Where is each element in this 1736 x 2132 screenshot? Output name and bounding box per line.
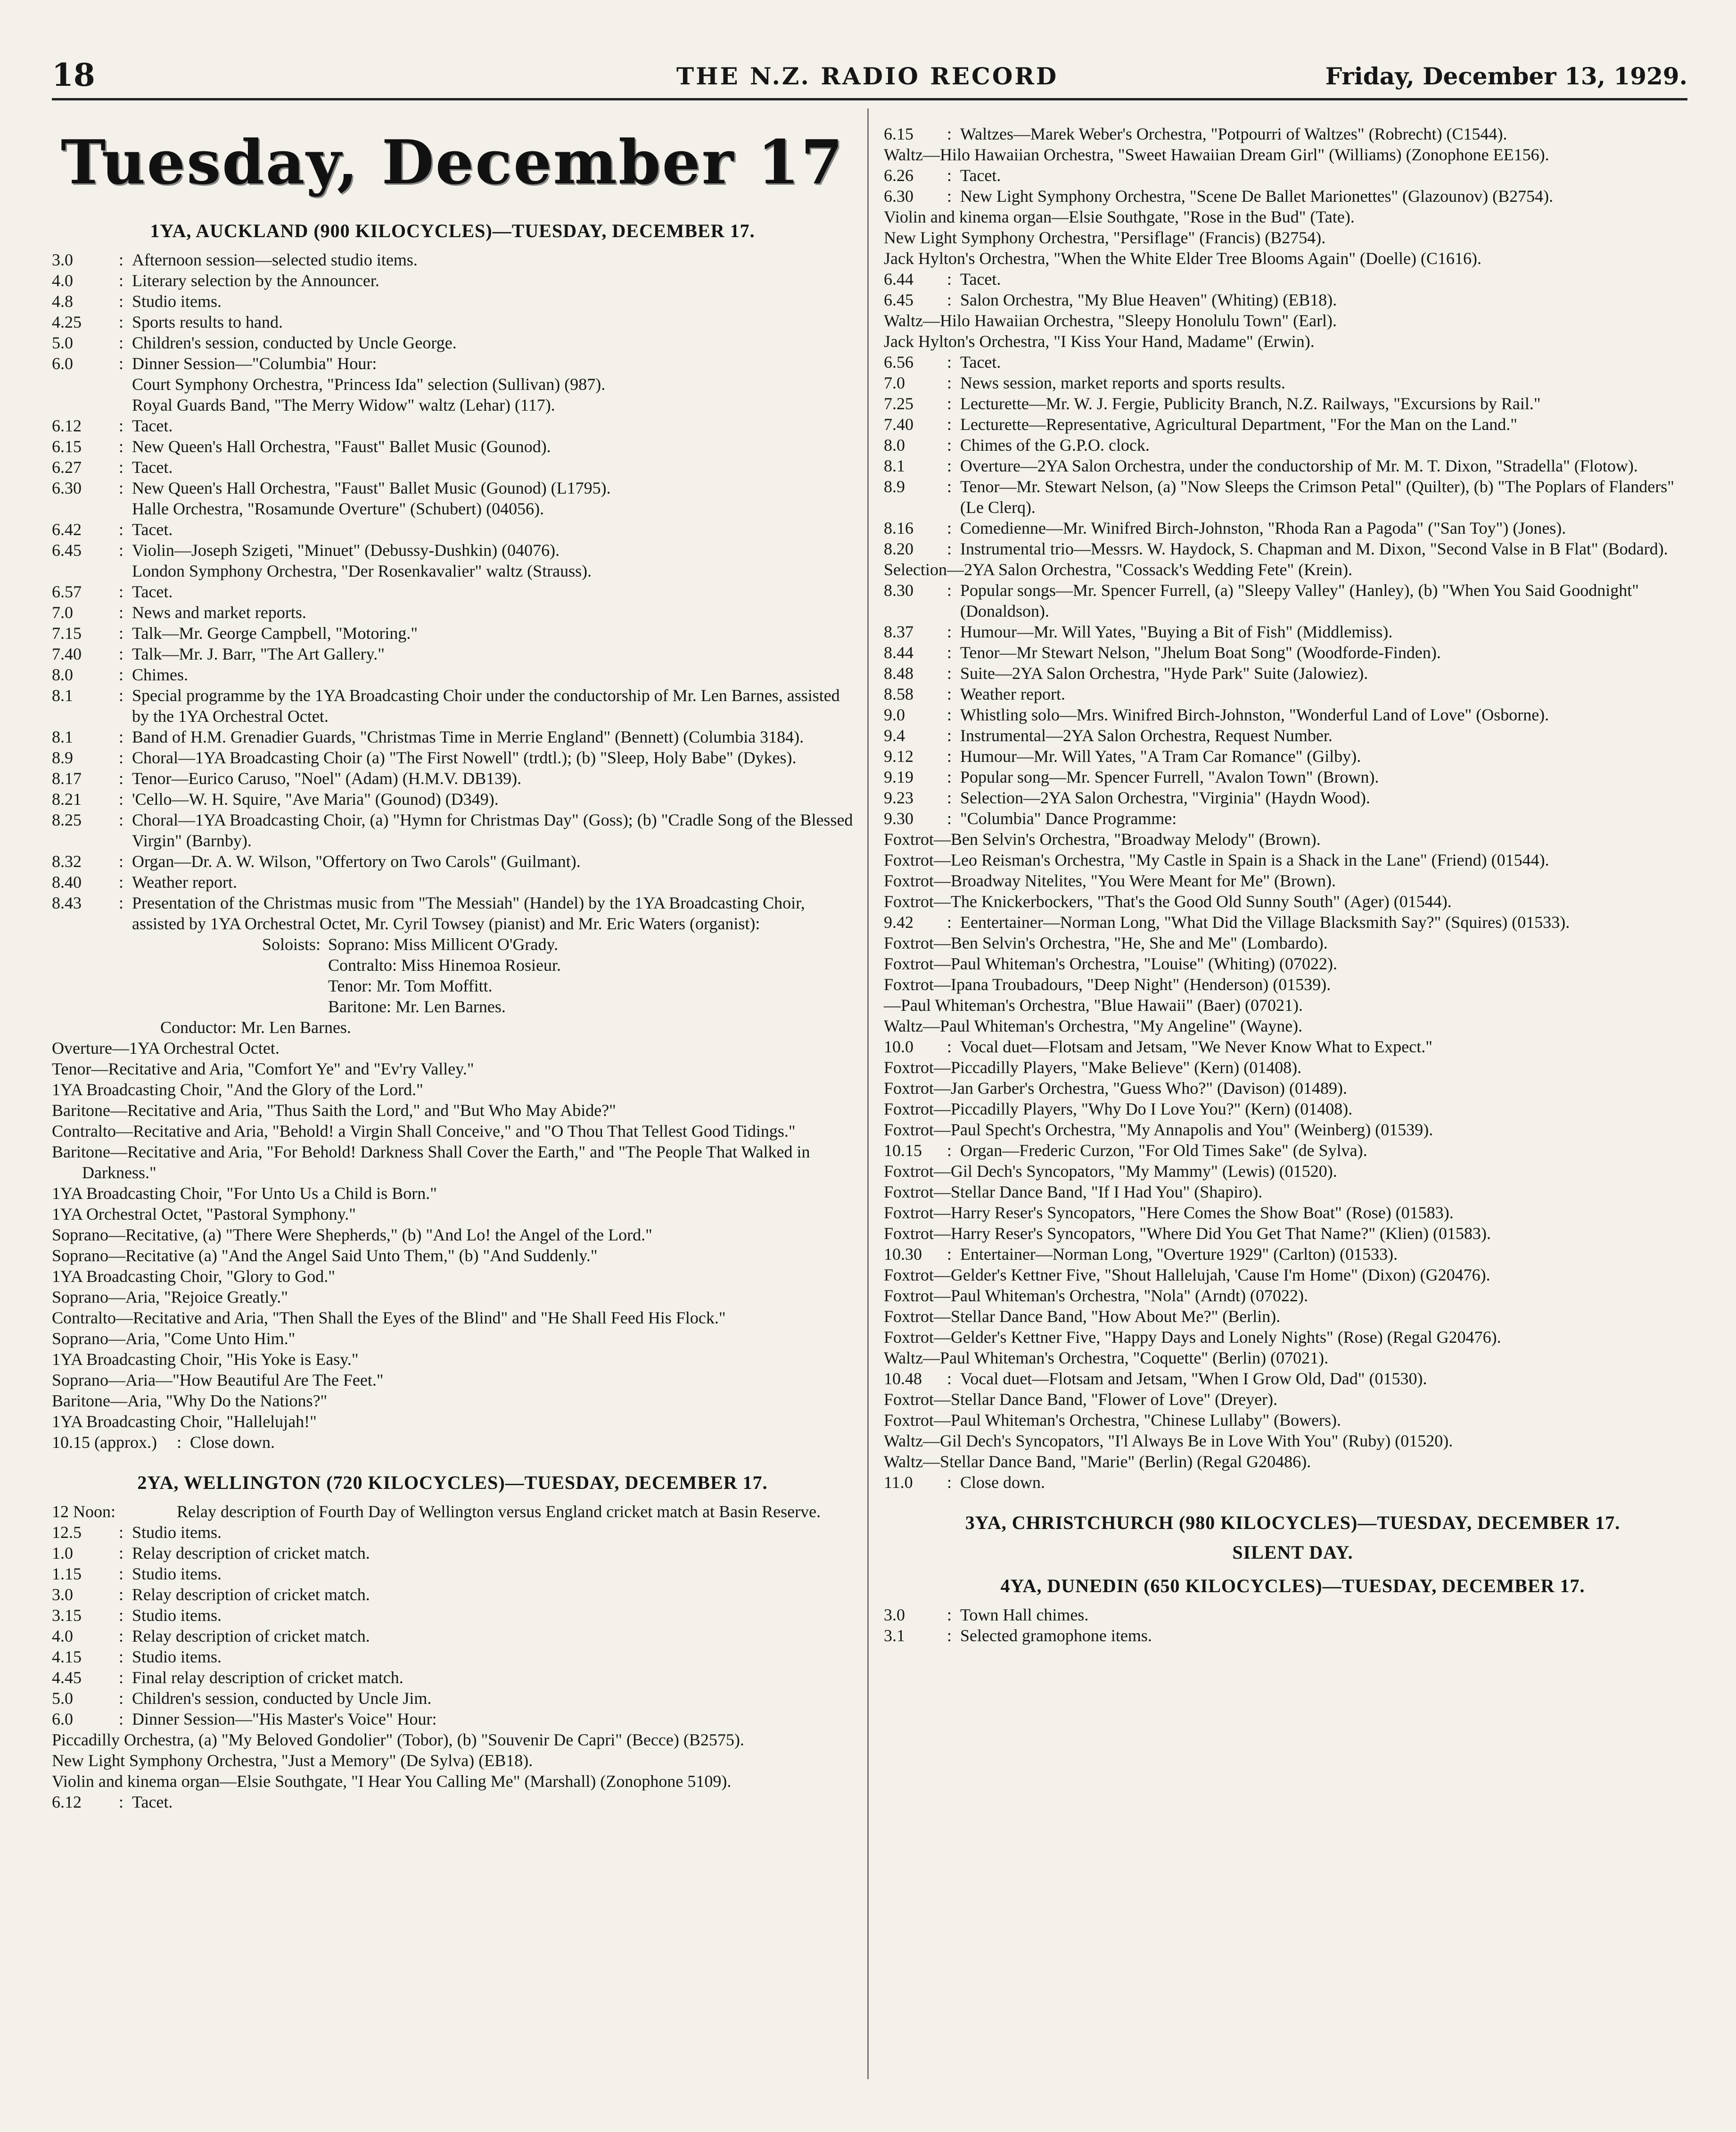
program-entry: 7.0 : News and market reports. xyxy=(52,602,853,623)
program-entry: 9.12 : Humour—Mr. Will Yates, "A Tram Car Romance" (Gilby). xyxy=(884,746,1702,767)
program-entry: 6.30 : New Queen's Hall Orchestra, "Faust" Ballet Music (Gounod) (L1795). xyxy=(52,478,853,498)
entry-text: Dinner Session—"Columbia" Hour: xyxy=(132,354,377,373)
entry-time: 3.0 xyxy=(52,250,73,269)
program-entry: 3.15 : Studio items. xyxy=(52,1605,853,1626)
journal-title: THE N.Z. RADIO RECORD xyxy=(676,62,1059,90)
entry-time: 8.30 xyxy=(884,581,913,600)
soloist-row xyxy=(52,975,853,996)
entry-text: Comedienne—Mr. Winifred Birch-Johnston, "Rhoda Ran a Pagoda" ("San Toy") (Jones). xyxy=(960,519,1566,537)
program-entry: 6.42 : Tacet. xyxy=(52,519,853,540)
entry-continuation: Foxtrot—Leo Reisman's Orchestra, "My Castle in Spain is a Shack in the Lane" (Friend) (01544). xyxy=(884,851,1549,869)
program-entry: 8.44 : Tenor—Mr Stewart Nelson, "Jhelum Boat Song" (Woodforde-Finden). xyxy=(884,642,1702,663)
program-entry: 6.56 : Tacet. xyxy=(884,352,1702,372)
program-entry: 8.30 : Popular songs—Mr. Spencer Furrell, (a) "Sleepy Valley" (Hanley), (b) "When You Said Goodnight" (Donaldson). xyxy=(884,580,1702,621)
entry-time: 8.21 xyxy=(52,790,82,809)
program-entry: 10.30 : Entertainer—Norman Long, "Overture 1929" (Carlton) (01533). xyxy=(884,1244,1702,1264)
entry-time: 10.15 xyxy=(884,1141,922,1160)
entry-text: "Columbia" Dance Programme: xyxy=(960,809,1177,828)
program-entry: 7.25 : Lecturette—Mr. W. J. Fergie, Publicity Branch, N.Z. Railways, "Excursions by Rail." xyxy=(884,393,1702,414)
entry-continuation: Foxtrot—Harry Reser's Syncopators, "Here Comes the Show Boat" (Rose) (01583). xyxy=(884,1203,1454,1222)
program-entry: 4.25 : Sports results to hand. xyxy=(52,312,853,332)
entry-time: 6.45 xyxy=(884,290,913,309)
silent-day-note: SILENT DAY. xyxy=(1232,1542,1353,1563)
messiah-item: Tenor—Recitative and Aria, "Comfort Ye" and "Ev'ry Valley." xyxy=(52,1059,474,1078)
entry-time: 6.0 xyxy=(52,1710,73,1728)
entry-text: Selection—2YA Salon Orchestra, "Virginia" (Haydn Wood). xyxy=(960,788,1370,807)
program-entry: 6.45 : Salon Orchestra, "My Blue Heaven" (Whiting) (EB18). xyxy=(884,289,1702,310)
entry-text: Choral—1YA Broadcasting Choir, (a) "Hymn for Christmas Day" (Goss); (b) "Cradle Song of the Blessed Virgin" (Barnby). xyxy=(132,810,853,850)
entry-text: Close down. xyxy=(190,1433,275,1452)
entry-time: 7.40 xyxy=(52,645,82,663)
entry-continuation: Waltz—Paul Whiteman's Orchestra, "My Angeline" (Wayne). xyxy=(884,1016,1303,1035)
entry-text: Suite—2YA Salon Orchestra, "Hyde Park" Suite (Jalowiez). xyxy=(960,664,1368,683)
entry-time: 8.9 xyxy=(884,477,905,496)
entry-continuation: Foxtrot—Paul Whiteman's Orchestra, "Louise" (Whiting) (07022). xyxy=(884,954,1338,973)
messiah-item: Contralto—Recitative and Aria, "Then Shall the Eyes of the Blind" and "He Shall Feed His Flock." xyxy=(52,1308,726,1327)
program-entry: 8.0 : Chimes of the G.P.O. clock. xyxy=(884,435,1702,455)
entry-text: Overture—2YA Salon Orchestra, under the conductorship of Mr. M. T. Dixon, "Stradella" (Flotow). xyxy=(960,456,1638,475)
program-entry: 8.0 : Chimes. xyxy=(52,664,853,685)
soloist-row xyxy=(52,955,853,975)
entry-continuation: Foxtrot—Harry Reser's Syncopators, "Where Did You Get That Name?" (Klien) (01583). xyxy=(884,1224,1491,1243)
entry-time: 6.12 xyxy=(52,1793,82,1811)
entry-time: 6.27 xyxy=(52,458,82,477)
entry-time: 9.19 xyxy=(884,768,913,786)
page-title: Tuesday, December 17 xyxy=(60,127,845,198)
entry-time: 8.1 xyxy=(884,456,905,475)
program-entry: 6.15 : New Queen's Hall Orchestra, "Faust" Ballet Music (Gounod). xyxy=(52,436,853,457)
entry-text: Literary selection by the Announcer. xyxy=(132,271,379,290)
program-entry: 6.30 : New Light Symphony Orchestra, "Scene De Ballet Marionettes" (Glazounov) (B2754). xyxy=(884,186,1702,207)
program-entry: 3.0 : Town Hall chimes. xyxy=(884,1604,1702,1625)
entry-continuation: Foxtrot—Paul Whiteman's Orchestra, "Nola" (Arndt) (07022). xyxy=(884,1286,1308,1305)
entry-text: Choral—1YA Broadcasting Choir (a) "The First Nowell" (trdtl.); (b) "Sleep, Holy Babe" (Dykes). xyxy=(132,748,797,767)
entry-time: 8.48 xyxy=(884,664,913,683)
program-entry: 8.21 : 'Cello—W. H. Squire, "Ave Maria" (Gounod) (D349). xyxy=(52,789,853,810)
entry-text: New Light Symphony Orchestra, "Scene De Ballet Marionettes" (Glazounov) (B2754). xyxy=(960,187,1554,206)
entry-text: Chimes. xyxy=(132,665,189,684)
entry-time: 4.0 xyxy=(52,1627,73,1645)
program-entry: 6.57 : Tacet. xyxy=(52,581,853,602)
entry-time: 8.20 xyxy=(884,539,913,558)
entry-time: 6.12 xyxy=(52,416,82,435)
entry-text: News session, market reports and sports results. xyxy=(960,373,1285,392)
entry-text: Special programme by the 1YA Broadcasting Choir under the conductorship of Mr. Len Barnes, assisted by the 1YA Orchestral Octet. xyxy=(132,686,840,726)
entry-text: Talk—Mr. George Campbell, "Motoring." xyxy=(132,624,418,643)
entry-continuation: Waltz—Gil Dech's Syncopators, "I'l Always Be in Love With You" (Ruby) (01520). xyxy=(884,1431,1453,1450)
entry-text: Tacet. xyxy=(960,166,1001,185)
entry-text: Dinner Session—"His Master's Voice" Hour: xyxy=(132,1710,437,1728)
messiah-item: Baritone—Recitative and Aria, "Thus Saith the Lord," and "But Who May Abide?" xyxy=(52,1101,616,1120)
entry-time: 8.43 xyxy=(52,893,82,912)
entry-text: Talk—Mr. J. Barr, "The Art Gallery." xyxy=(132,645,385,663)
entry-continuation: Foxtrot—The Knickerbockers, "That's the Good Old Sunny South" (Ager) (01544). xyxy=(884,892,1452,911)
entry-text: Relay description of cricket match. xyxy=(132,1544,370,1562)
entry-time: 7.40 xyxy=(884,415,913,434)
program-entry: 7.40 : Lecturette—Representative, Agricultural Department, "For the Man on the Land." xyxy=(884,414,1702,435)
soloist-tenor: Tenor: Mr. Tom Moffitt. xyxy=(328,976,493,995)
messiah-item: Soprano—Recitative, (a) "There Were Shepherds," (b) "And Lo! the Angel of the Lord." xyxy=(52,1225,652,1244)
entry-time: 10.48 xyxy=(884,1369,922,1388)
entry-time: 12.5 xyxy=(52,1523,82,1542)
entry-time: 1.15 xyxy=(52,1564,82,1583)
entry-text: Tacet. xyxy=(132,1793,173,1811)
entry-text: Salon Orchestra, "My Blue Heaven" (Whiting) (EB18). xyxy=(960,290,1337,309)
entry-time: 8.37 xyxy=(884,622,913,641)
program-entry: 6.0 : Dinner Session—"His Master's Voice" Hour: xyxy=(52,1709,853,1729)
program-entry: 8.9 : Tenor—Mr. Stewart Nelson, (a) "Now Sleeps the Crimson Petal" (Quilter), (b) "The Poplars of Flanders" (Le Clerq). xyxy=(884,476,1702,518)
program-entry: 8.32 : Organ—Dr. A. W. Wilson, "Offertory on Two Carols" (Guilmant). xyxy=(52,851,853,872)
entry-text: Humour—Mr. Will Yates, "A Tram Car Romance" (Gilby). xyxy=(960,747,1361,766)
entry-time: 7.15 xyxy=(52,624,82,643)
messiah-item: 1YA Broadcasting Choir, "His Yoke is Easy." xyxy=(52,1350,359,1369)
entry-time: 6.0 xyxy=(52,354,73,373)
entry-continuation: Piccadilly Orchestra, (a) "My Beloved Gondolier" (Tobor), (b) "Souvenir De Capri" (Becce) (B2575). xyxy=(52,1730,744,1749)
entry-text: Tacet. xyxy=(132,416,173,435)
entry-time: 3.15 xyxy=(52,1606,82,1625)
messiah-item: Soprano—Recitative (a) "And the Angel Said Unto Them," (b) "And Suddenly." xyxy=(52,1246,598,1265)
entry-text: Whistling solo—Mrs. Winifred Birch-Johnston, "Wonderful Land of Love" (Osborne). xyxy=(960,705,1549,724)
entry-text: Tacet. xyxy=(960,270,1001,289)
conductor-line: Conductor: Mr. Len Barnes. xyxy=(160,1018,351,1037)
entry-continuation: Foxtrot—Ipana Troubadours, "Deep Night" (Henderson) (01539). xyxy=(884,975,1331,994)
entry-time: 6.45 xyxy=(52,541,82,560)
station-heading-1ya: 1YA, AUCKLAND (900 KILOCYCLES)—TUESDAY, DECEMBER 17. xyxy=(150,220,755,241)
entry-text: News and market reports. xyxy=(132,603,306,622)
entry-time: 9.12 xyxy=(884,747,913,766)
entry-continuation: Foxtrot—Stellar Dance Band, "Flower of Love" (Dreyer). xyxy=(884,1390,1278,1409)
entry-time: 8.58 xyxy=(884,685,913,703)
messiah-item: Baritone—Recitative and Aria, "For Behold! Darkness Shall Cover the Earth," and "The People That Walked in Darkness." xyxy=(52,1142,810,1182)
messiah-item: Contralto—Recitative and Aria, "Behold! a Virgin Shall Conceive," and "O Thou That Tellest Good Tidings." xyxy=(52,1122,796,1140)
entry-continuation: Foxtrot—Stellar Dance Band, "How About Me?" (Berlin). xyxy=(884,1307,1281,1326)
entry-continuation: Royal Guards Band, "The Merry Widow" waltz (Lehar) (117). xyxy=(132,396,555,414)
entry-time: 9.42 xyxy=(884,913,913,932)
entry-text: Studio items. xyxy=(132,1606,222,1625)
program-entry: 6.44 : Tacet. xyxy=(884,269,1702,289)
entry-text: Weather report. xyxy=(132,873,237,892)
entry-text: Town Hall chimes. xyxy=(960,1605,1089,1624)
program-entry: 3.0 : Afternoon session—selected studio items. xyxy=(52,249,853,270)
program-entry: 6.45 : Violin—Joseph Szigeti, "Minuet" (Debussy-Dushkin) (04076). xyxy=(52,540,853,561)
entry-time: 4.25 xyxy=(52,313,82,331)
program-entry: 3.0 : Relay description of cricket match. xyxy=(52,1584,853,1605)
entry-text: Tenor—Eurico Caruso, "Noel" (Adam) (H.M.V. DB139). xyxy=(132,769,522,788)
entry-text: Lecturette—Representative, Agricultural Department, "For the Man on the Land." xyxy=(960,415,1518,434)
entry-time: 6.26 xyxy=(884,166,913,185)
entry-text: Instrumental trio—Messrs. W. Haydock, S. Chapman and M. Dixon, "Second Valse in B Flat" (Bodard). xyxy=(960,539,1668,558)
entry-time: 8.25 xyxy=(52,810,82,829)
entry-time: 5.0 xyxy=(52,333,73,352)
entry-continuation: Foxtrot—Gil Dech's Syncopators, "My Mammy" (Lewis) (01520). xyxy=(884,1162,1337,1181)
program-entry: 8.43 : Presentation of the Christmas music from "The Messiah" (Handel) by the 1YA Broadcasting Choir, assisted by 1YA Orchestral Octet, Mr. Cyril Towsey (pianist) and Mr. Eric Waters (organist): xyxy=(52,892,853,934)
entry-time: 6.30 xyxy=(52,479,82,497)
messiah-item: Overture—1YA Orchestral Octet. xyxy=(52,1039,280,1058)
entry-continuation: Jack Hylton's Orchestra, "I Kiss Your Hand, Madame" (Erwin). xyxy=(884,332,1315,351)
entry-continuation: Foxtrot—Piccadilly Players, "Why Do I Love You?" (Kern) (01408). xyxy=(884,1099,1353,1118)
entry-time: 10.30 xyxy=(884,1245,922,1264)
entry-time: 1.0 xyxy=(52,1544,73,1562)
entry-time: 6.30 xyxy=(884,187,913,206)
messiah-item: 1YA Broadcasting Choir, "For Unto Us a Child is Born." xyxy=(52,1184,437,1203)
entry-time: 8.1 xyxy=(52,686,73,705)
entry-text: Tacet. xyxy=(132,520,173,539)
entry-time: 12 Noon: xyxy=(52,1502,115,1521)
program-entry: 10.48 : Vocal duet—Flotsam and Jetsam, "When I Grow Old, Dad" (01530). xyxy=(884,1368,1702,1389)
entry-text: Waltzes—Marek Weber's Orchestra, "Potpourri of Waltzes" (Robrecht) (C1544). xyxy=(960,124,1507,143)
soloist-baritone: Baritone: Mr. Len Barnes. xyxy=(328,997,506,1016)
entry-continuation: Foxtrot—Piccadilly Players, "Make Believe" (Kern) (01408). xyxy=(884,1058,1302,1077)
entry-time: 11.0 xyxy=(884,1473,913,1492)
entry-text: Children's session, conducted by Uncle Jim. xyxy=(132,1689,432,1708)
entry-time: 8.44 xyxy=(884,643,913,662)
soloist-row xyxy=(52,996,853,1017)
page-number: 18 xyxy=(52,57,95,93)
program-entry: 10.0 : Vocal duet—Flotsam and Jetsam, "We Never Know What to Expect." xyxy=(884,1036,1702,1057)
entry-continuation: —Paul Whiteman's Orchestra, "Blue Hawaii" (Baer) (07021). xyxy=(884,996,1303,1015)
program-entry xyxy=(52,1501,853,1522)
entry-continuation: Foxtrot—Gelder's Kettner Five, "Shout Hallelujah, 'Cause I'm Home" (Dixon) (G20476). xyxy=(884,1265,1490,1284)
entry-time: 5.0 xyxy=(52,1689,73,1708)
program-entry: 8.9 : Choral—1YA Broadcasting Choir (a) "The First Nowell" (trdtl.); (b) "Sleep, Holy Babe" (Dykes). xyxy=(52,747,853,768)
program-entry: 11.0 : Close down. xyxy=(884,1472,1702,1493)
program-entry: 7.40 : Talk—Mr. J. Barr, "The Art Gallery." xyxy=(52,644,853,664)
entry-time: 6.42 xyxy=(52,520,82,539)
entry-time: 6.44 xyxy=(884,270,913,289)
entry-text: Vocal duet—Flotsam and Jetsam, "We Never Know What to Expect." xyxy=(960,1037,1432,1056)
entry-continuation: Foxtrot—Gelder's Kettner Five, "Happy Days and Lonely Nights" (Rose) (Regal G20476). xyxy=(884,1328,1501,1347)
program-entry: 1.0 : Relay description of cricket match. xyxy=(52,1543,853,1563)
program-entry: 6.15 : Waltzes—Marek Weber's Orchestra, "Potpourri of Waltzes" (Robrecht) (C1544). xyxy=(884,124,1702,144)
entry-continuation: Waltz—Hilo Hawaiian Orchestra, "Sleepy Honolulu Town" (Earl). xyxy=(884,311,1337,330)
entry-time: 9.4 xyxy=(884,726,905,745)
program-entry: 9.19 : Popular song—Mr. Spencer Furrell, "Avalon Town" (Brown). xyxy=(884,767,1702,787)
program-entry: 5.0 : Children's session, conducted by Uncle Jim. xyxy=(52,1688,853,1709)
entry-text: Relay description of Fourth Day of Wellington versus England cricket match at Basin Reserve. xyxy=(177,1502,821,1521)
entry-text: Studio items. xyxy=(132,292,222,311)
entry-continuation: Foxtrot—Jan Garber's Orchestra, "Guess Who?" (Davison) (01489). xyxy=(884,1079,1347,1098)
entry-time: 7.25 xyxy=(884,394,913,413)
entry-continuation: Halle Orchestra, "Rosamunde Overture" (Schubert) (04056). xyxy=(132,499,544,518)
program-entry: 8.17 : Tenor—Eurico Caruso, "Noel" (Adam) (H.M.V. DB139). xyxy=(52,768,853,789)
program-entry: 8.1 : Special programme by the 1YA Broadcasting Choir under the conductorship of Mr. Len Barnes, assisted by the 1YA Orchestral Octet. xyxy=(52,685,853,727)
entry-text: Entertainer—Norman Long, "Overture 1929" (Carlton) (01533). xyxy=(960,1245,1398,1264)
program-entry: 12.5 : Studio items. xyxy=(52,1522,853,1543)
entry-continuation: Waltz—Stellar Dance Band, "Marie" (Berlin) (Regal G20486). xyxy=(884,1452,1311,1471)
program-entry: 8.40 : Weather report. xyxy=(52,872,853,892)
entry-text: Tacet. xyxy=(132,582,173,601)
entry-text: Humour—Mr. Will Yates, "Buying a Bit of Fish" (Middlemiss). xyxy=(960,622,1393,641)
program-entry: 7.15 : Talk—Mr. George Campbell, "Motoring." xyxy=(52,623,853,644)
soloist-row xyxy=(52,934,853,955)
entry-continuation: Foxtrot—Ben Selvin's Orchestra, "Broadway Melody" (Brown). xyxy=(884,830,1321,849)
messiah-item: 1YA Broadcasting Choir, "Hallelujah!" xyxy=(52,1412,317,1431)
program-entry: 8.25 : Choral—1YA Broadcasting Choir, (a) "Hymn for Christmas Day" (Goss); (b) "Cradle Song of the Blessed Virgin" (Barnby). xyxy=(52,810,853,850)
entry-time: 4.0 xyxy=(52,271,73,290)
entry-text: Organ—Dr. A. W. Wilson, "Offertory on Two Carols" (Guilmant). xyxy=(132,852,581,871)
entry-continuation: Foxtrot—Paul Specht's Orchestra, "My Annapolis and You" (Weinberg) (01539). xyxy=(884,1120,1433,1139)
entry-continuation: Selection—2YA Salon Orchestra, "Cossack's Wedding Fete" (Krein). xyxy=(884,560,1353,579)
entry-time: 7.0 xyxy=(884,373,905,392)
entry-time: 9.0 xyxy=(884,705,905,724)
messiah-item: 1YA Orchestral Octet, "Pastoral Symphony." xyxy=(52,1205,356,1223)
entry-time: 10.0 xyxy=(884,1037,913,1056)
left-column xyxy=(52,118,853,1812)
program-entry: 6.0 : Dinner Session—"Columbia" Hour: xyxy=(52,353,853,374)
entry-continuation: Waltz—Paul Whiteman's Orchestra, "Coquette" (Berlin) (07021). xyxy=(884,1348,1329,1367)
entry-text: Close down. xyxy=(960,1473,1045,1492)
program-entry: 8.1 : Overture—2YA Salon Orchestra, under the conductorship of Mr. M. T. Dixon, "Stradella" (Flotow). xyxy=(884,455,1702,476)
issue-date: Friday, December 13, 1929. xyxy=(1325,62,1687,90)
entry-time: 10.15 (approx.) xyxy=(52,1433,157,1452)
entry-text: Studio items. xyxy=(132,1647,222,1666)
entry-continuation: London Symphony Orchestra, "Der Rosenkavalier" waltz (Strauss). xyxy=(132,562,592,580)
entry-continuation: New Light Symphony Orchestra, "Just a Memory" (De Sylva) (EB18). xyxy=(52,1751,533,1770)
program-entry: 10.15 (approx.) : Close down. xyxy=(52,1432,853,1453)
entry-continuation: Violin and kinema organ—Elsie Southgate, "I Hear You Calling Me" (Marshall) (Zonophone 5109). xyxy=(52,1772,732,1791)
soloist-soprano: Soprano: Miss Millicent O'Grady. xyxy=(328,935,559,954)
entry-text: Tenor—Mr Stewart Nelson, "Jhelum Boat Song" (Woodforde-Finden). xyxy=(960,643,1441,662)
messiah-item: Soprano—Aria, "Come Unto Him." xyxy=(52,1329,296,1348)
program-entry: 8.58 : Weather report. xyxy=(884,684,1702,704)
entry-time: 3.0 xyxy=(52,1585,73,1604)
entry-continuation: Foxtrot—Paul Whiteman's Orchestra, "Chinese Lullaby" (Bowers). xyxy=(884,1411,1341,1430)
program-entry: 1.15 : Studio items. xyxy=(52,1563,853,1584)
soloist-contralto: Contralto: Miss Hinemoa Rosieur. xyxy=(328,956,561,975)
entry-text: New Queen's Hall Orchestra, "Faust" Ballet Music (Gounod) (L1795). xyxy=(132,479,611,497)
entry-time: 9.30 xyxy=(884,809,913,828)
entry-time: 8.32 xyxy=(52,852,82,871)
right-column xyxy=(884,124,1702,1646)
program-entry: 4.0 : Literary selection by the Announcer. xyxy=(52,270,853,291)
entry-time: 6.56 xyxy=(884,353,913,372)
entry-continuation: Foxtrot—Broadway Nitelites, "You Were Meant for Me" (Brown). xyxy=(884,871,1336,890)
entry-text: New Queen's Hall Orchestra, "Faust" Ballet Music (Gounod). xyxy=(132,437,551,456)
entry-time: 4.8 xyxy=(52,292,73,311)
entry-text: Children's session, conducted by Uncle George. xyxy=(132,333,457,352)
entry-text: Violin—Joseph Szigeti, "Minuet" (Debussy-Dushkin) (04076). xyxy=(132,541,560,560)
entry-time: 8.1 xyxy=(52,727,73,746)
program-entry: 8.16 : Comedienne—Mr. Winifred Birch-Johnston, "Rhoda Ran a Pagoda" ("San Toy") (Jones). xyxy=(884,518,1702,538)
entry-text: Lecturette—Mr. W. J. Fergie, Publicity Branch, N.Z. Railways, "Excursions by Rail." xyxy=(960,394,1541,413)
program-entry: 5.0 : Children's session, conducted by Uncle George. xyxy=(52,332,853,353)
station-heading-2ya: 2YA, WELLINGTON (720 KILOCYCLES)—TUESDAY, DECEMBER 17. xyxy=(137,1472,768,1493)
entry-continuation: Foxtrot—Stellar Dance Band, "If I Had You" (Shapiro). xyxy=(884,1182,1263,1201)
entry-text: Tenor—Mr. Stewart Nelson, (a) "Now Sleeps the Crimson Petal" (Quilter), (b) "The Poplars of Flanders" (Le Clerq). xyxy=(960,477,1674,517)
entry-time: 6.57 xyxy=(52,582,82,601)
entry-continuation: Foxtrot—Ben Selvin's Orchestra, "He, She and Me" (Lombardo). xyxy=(884,934,1328,952)
entry-text: Organ—Frederic Curzon, "For Old Times Sake" (de Sylva). xyxy=(960,1141,1367,1160)
station-heading-3ya: 3YA, CHRISTCHURCH (980 KILOCYCLES)—TUESDAY, DECEMBER 17. xyxy=(965,1512,1621,1533)
program-entry: 10.15 : Organ—Frederic Curzon, "For Old Times Sake" (de Sylva). xyxy=(884,1140,1702,1161)
entry-text: Relay description of cricket match. xyxy=(132,1627,370,1645)
program-entry: 6.27 : Tacet. xyxy=(52,457,853,478)
entry-time: 8.40 xyxy=(52,873,82,892)
program-entry: 8.1 : Band of H.M. Grenadier Guards, "Christmas Time in Merrie England" (Bennett) (Columbia 3184). xyxy=(52,727,853,747)
column-divider xyxy=(867,108,869,2079)
page-header xyxy=(52,51,1687,100)
station-heading-4ya: 4YA, DUNEDIN (650 KILOCYCLES)—TUESDAY, DECEMBER 17. xyxy=(1000,1575,1585,1596)
program-entry: 9.42 : Eentertainer—Norman Long, "What Did the Village Blacksmith Say?" (Squires) (01533). xyxy=(884,912,1702,933)
entry-continuation: Court Symphony Orchestra, "Princess Ida" selection (Sullivan) (987). xyxy=(132,375,606,394)
entry-continuation: New Light Symphony Orchestra, "Persiflage" (Francis) (B2754). xyxy=(884,228,1326,247)
program-entry: 6.12 : Tacet. xyxy=(52,1792,853,1812)
entry-text: Selected gramophone items. xyxy=(960,1626,1152,1645)
program-entry: 8.37 : Humour—Mr. Will Yates, "Buying a Bit of Fish" (Middlemiss). xyxy=(884,621,1702,642)
messiah-item: Soprano—Aria—"How Beautiful Are The Feet." xyxy=(52,1371,384,1389)
entry-time: 8.0 xyxy=(52,665,73,684)
entry-time: 3.1 xyxy=(884,1626,905,1645)
entry-text: Studio items. xyxy=(132,1523,222,1542)
soloists-label: Soloists: xyxy=(262,935,321,954)
entry-continuation: Violin and kinema organ—Elsie Southgate, "Rose in the Bud" (Tate). xyxy=(884,207,1355,226)
entry-text: 'Cello—W. H. Squire, "Ave Maria" (Gounod) (D349). xyxy=(132,790,499,809)
messiah-item: Soprano—Aria, "Rejoice Greatly." xyxy=(52,1288,288,1306)
entry-continuation: Waltz—Hilo Hawaiian Orchestra, "Sweet Hawaiian Dream Girl" (Williams) (Zonophone EE156). xyxy=(884,145,1549,164)
entry-time: 8.0 xyxy=(884,436,905,454)
messiah-item: Baritone—Aria, "Why Do the Nations?" xyxy=(52,1391,328,1410)
program-entry: 9.23 : Selection—2YA Salon Orchestra, "Virginia" (Haydn Wood). xyxy=(884,787,1702,808)
program-entry: 4.45 : Final relay description of cricket match. xyxy=(52,1667,853,1688)
entry-text: Afternoon session—selected studio items. xyxy=(132,250,418,269)
entry-text: Popular songs—Mr. Spencer Furrell, (a) "Sleepy Valley" (Hanley), (b) "When You Said Goodnight" (Donaldson). xyxy=(960,581,1639,620)
program-entry: 4.15 : Studio items. xyxy=(52,1646,853,1667)
entry-time: 8.16 xyxy=(884,519,913,537)
entry-text: Instrumental—2YA Salon Orchestra, Request Number. xyxy=(960,726,1333,745)
entry-text: Presentation of the Christmas music from "The Messiah" (Handel) by the 1YA Broadcasting Choir, assisted by 1YA Orchestral Octet, Mr. Cyril Towsey (pianist) and Mr. Eric Waters (organist): xyxy=(132,893,805,933)
entry-text: Band of H.M. Grenadier Guards, "Christmas Time in Merrie England" (Bennett) (Columbia 3184). xyxy=(132,727,804,746)
entry-time: 6.15 xyxy=(884,124,913,143)
program-entry: 8.48 : Suite—2YA Salon Orchestra, "Hyde Park" Suite (Jalowiez). xyxy=(884,663,1702,684)
program-entry: 7.0 : News session, market reports and sports results. xyxy=(884,372,1702,393)
entry-time: 8.9 xyxy=(52,748,73,767)
program-entry: 8.20 : Instrumental trio—Messrs. W. Haydock, S. Chapman and M. Dixon, "Second Valse in B Flat" (Bodard). xyxy=(884,538,1702,559)
entry-text: Chimes of the G.P.O. clock. xyxy=(960,436,1150,454)
entry-time: 7.0 xyxy=(52,603,73,622)
entry-text: Eentertainer—Norman Long, "What Did the Village Blacksmith Say?" (Squires) (01533). xyxy=(960,913,1570,932)
program-entry: 9.4 : Instrumental—2YA Salon Orchestra, Request Number. xyxy=(884,725,1702,746)
entry-time: 8.17 xyxy=(52,769,82,788)
program-entry: 3.1 : Selected gramophone items. xyxy=(884,1625,1702,1646)
entry-time: 6.15 xyxy=(52,437,82,456)
program-entry: 9.0 : Whistling solo—Mrs. Winifred Birch-Johnston, "Wonderful Land of Love" (Osborne). xyxy=(884,704,1702,725)
entry-text: Relay description of cricket match. xyxy=(132,1585,370,1604)
entry-text: Weather report. xyxy=(960,685,1065,703)
program-entry: 9.30 : "Columbia" Dance Programme: xyxy=(884,808,1702,829)
entry-text: Sports results to hand. xyxy=(132,313,283,331)
messiah-item: 1YA Broadcasting Choir, "Glory to God." xyxy=(52,1267,335,1286)
program-entry: 6.12 : Tacet. xyxy=(52,415,853,436)
entry-text: Studio items. xyxy=(132,1564,222,1583)
program-entry: 4.8 : Studio items. xyxy=(52,291,853,312)
program-entry: 6.26 : Tacet. xyxy=(884,165,1702,186)
entry-text: Vocal duet—Flotsam and Jetsam, "When I Grow Old, Dad" (01530). xyxy=(960,1369,1427,1388)
entry-time: 4.45 xyxy=(52,1668,82,1687)
entry-time: 9.23 xyxy=(884,788,913,807)
entry-text: Popular song—Mr. Spencer Furrell, "Avalon Town" (Brown). xyxy=(960,768,1379,786)
messiah-item: 1YA Broadcasting Choir, "And the Glory of the Lord." xyxy=(52,1080,423,1099)
entry-text: Tacet. xyxy=(132,458,173,477)
entry-time: 4.15 xyxy=(52,1647,82,1666)
entry-text: Tacet. xyxy=(960,353,1001,372)
entry-time: 3.0 xyxy=(884,1605,905,1624)
entry-text: Final relay description of cricket match. xyxy=(132,1668,403,1687)
entry-continuation: Jack Hylton's Orchestra, "When the White Elder Tree Blooms Again" (Doelle) (C1616). xyxy=(884,249,1481,268)
program-entry: 4.0 : Relay description of cricket match. xyxy=(52,1626,853,1646)
